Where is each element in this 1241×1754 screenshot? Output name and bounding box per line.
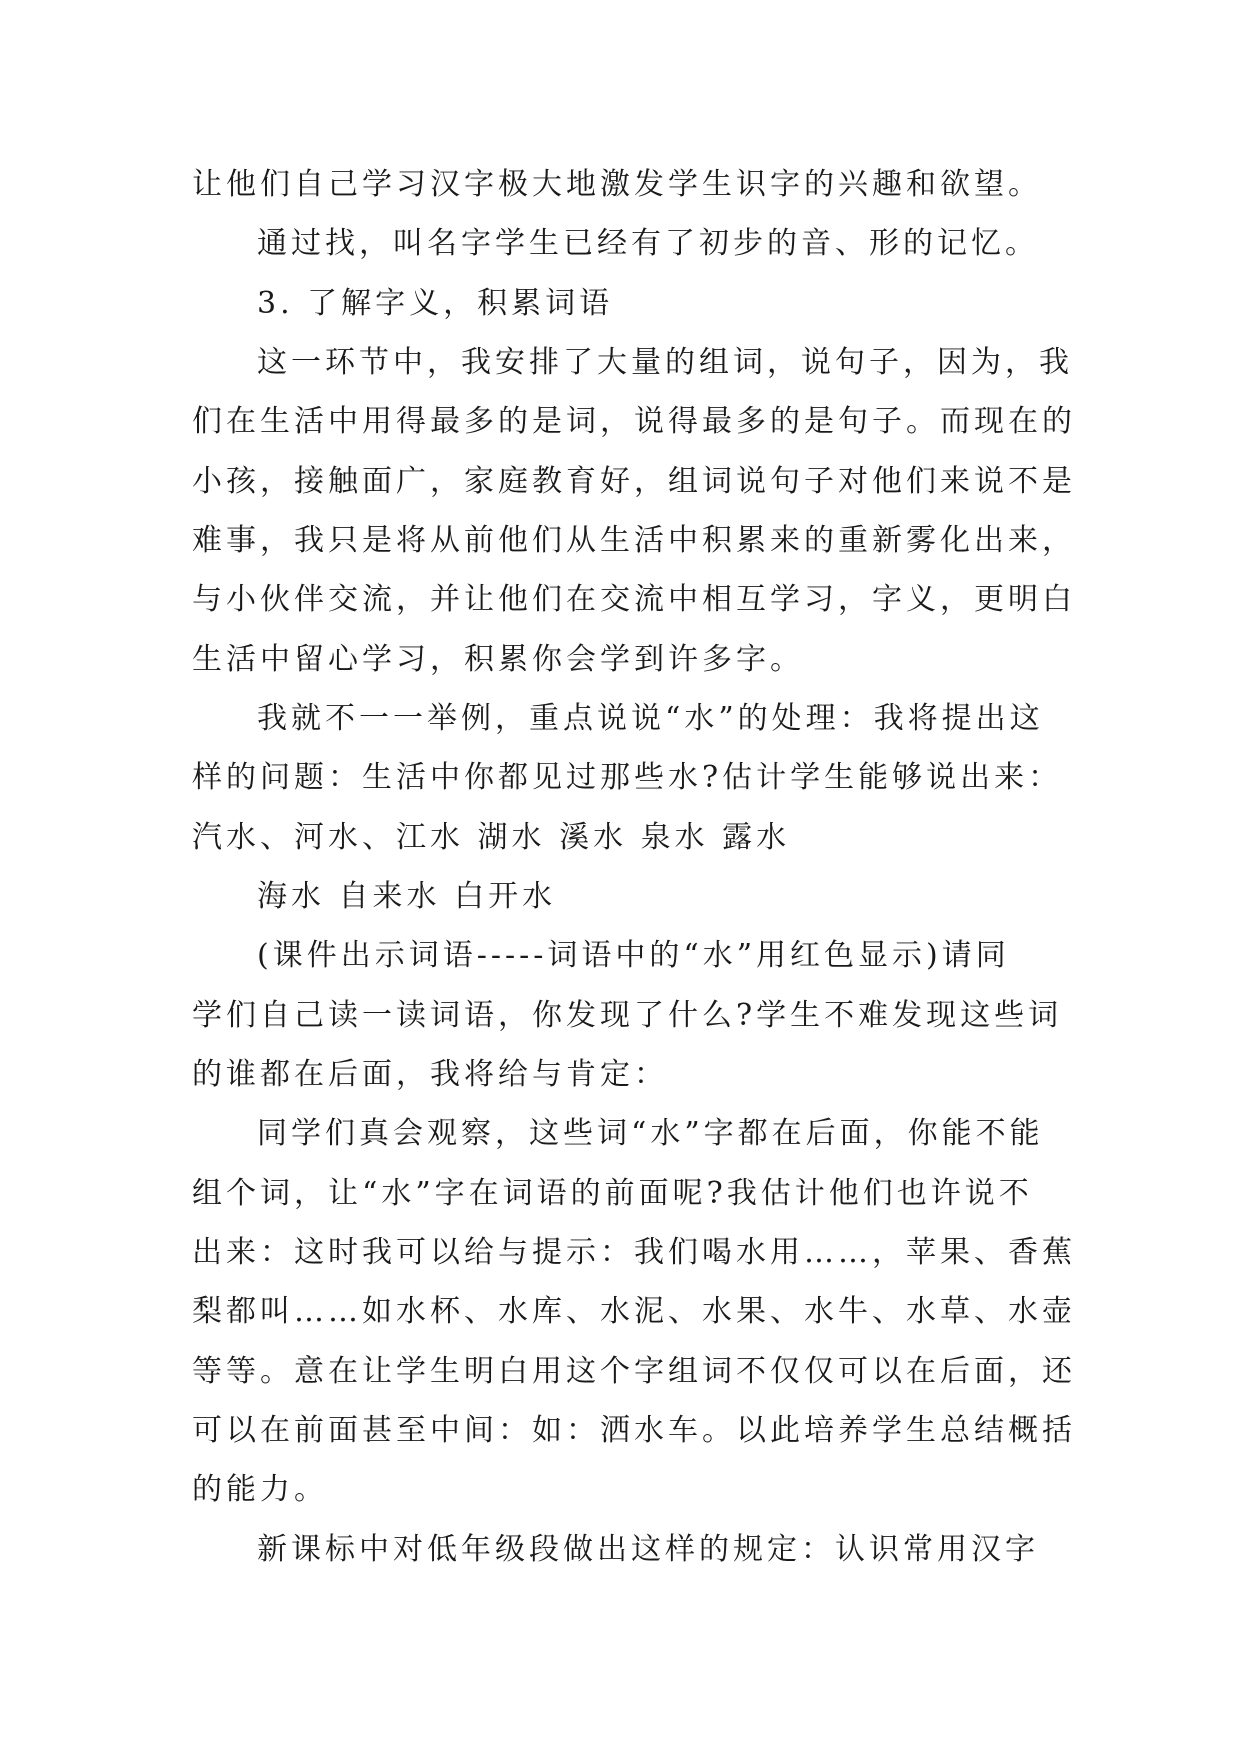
text-line: (课件出示词语-----词语中的“水”用红色显示)请同	[257, 938, 1010, 973]
text-line: 与小伙伴交流，并让他们在交流中相互学习，字义，更明白	[192, 582, 1076, 617]
text-line: 汽水、河水、江水 湖水 溪水 泉水 露水	[192, 820, 791, 855]
text-line: 海水 自来水 白开水	[257, 879, 557, 914]
text-line: 样的问题：生活中你都见过那些水?估计学生能够说出来：	[192, 760, 1063, 795]
text-line: 通过找，叫名字学生已经有了初步的音、形的记忆。	[257, 226, 1039, 261]
text-line: 等等。意在让学生明白用这个字组词不仅仅可以在后面，还	[192, 1354, 1076, 1389]
text-line: 难事，我只是将从前他们从生活中积累来的重新雾化出来，	[192, 523, 1076, 558]
text-line: 梨都叫……如水杯、水库、水泥、水果、水牛、水草、水壶	[192, 1294, 1076, 1329]
text-line: 们在生活中用得最多的是词，说得最多的是句子。而现在的	[192, 404, 1076, 439]
text-line: 可以在前面甚至中间：如：洒水车。以此培养学生总结概括	[192, 1413, 1076, 1448]
text-line: 同学们真会观察，这些词“水”字都在后面，你能不能	[257, 1116, 1044, 1151]
text-line: 新课标中对低年级段做出这样的规定：认识常用汉字	[257, 1532, 1039, 1567]
text-line: 我就不一一举例，重点说说“水”的处理：我将提出这	[257, 701, 1044, 736]
text-line: 小孩，接触面广，家庭教育好，组词说句子对他们来说不是	[192, 464, 1076, 499]
text-line: 的谁都在后面，我将给与肯定：	[192, 1057, 668, 1092]
text-line: 让他们自己学习汉字极大地激发学生识字的兴趣和欲望。	[192, 167, 1042, 202]
text-line: 的能力。	[192, 1472, 328, 1507]
section-heading: 3. 了解字义，积累词语	[257, 286, 614, 321]
text-line: 出来：这时我可以给与提示：我们喝水用……，苹果、香蕉	[192, 1235, 1076, 1270]
text-line: 学们自己读一读词语，你发现了什么?学生不难发现这些词	[192, 998, 1063, 1033]
text-line: 生活中留心学习，积累你会学到许多字。	[192, 642, 804, 677]
text-line: 这一环节中，我安排了大量的组词，说句子，因为，我	[257, 345, 1073, 380]
text-line: 组个词，让“水”字在词语的前面呢?我估计他们也许说不	[192, 1176, 1033, 1211]
